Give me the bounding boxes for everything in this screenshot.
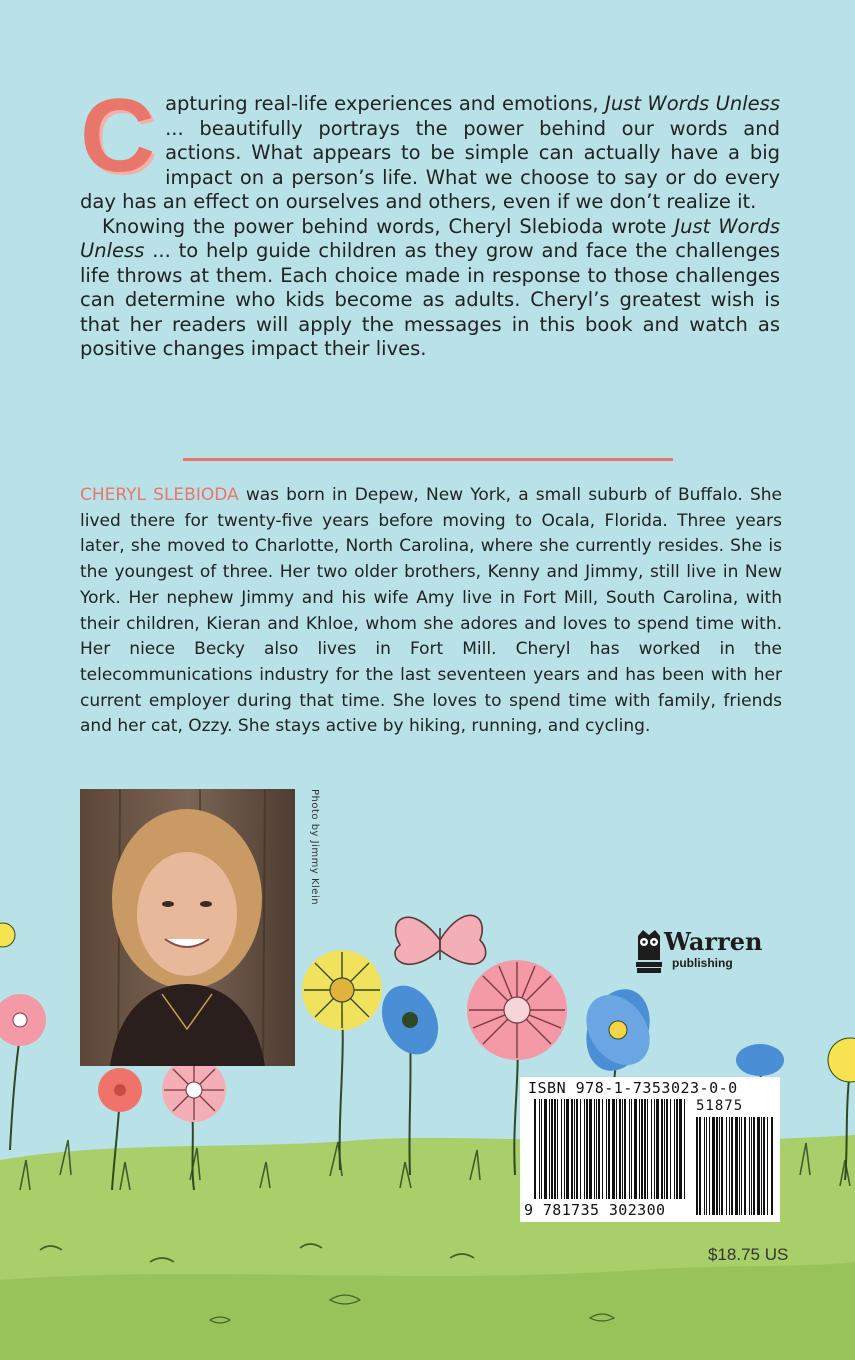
description-text: ... beautifully portrays the power behind our words and actions. What appears to be simple can actually have a big impact on a person’s life. What we choose to say or do every day has an effect on ourselves and others, even if we don’t realize it. xyxy=(80,116,780,213)
author-name: CHERYL SLEBIODA xyxy=(80,485,239,505)
author-photo xyxy=(80,789,295,1066)
book-title: Just Words Unless xyxy=(605,92,780,115)
description-text: ... to help guide children as they grow and face the challenges life throws at them. Each choice made in response to those challenges can determine who kids become as adults. Cheryl’s greatest wish is that her readers will apply the messages in this book and watch as positive changes impact their lives. xyxy=(80,239,780,360)
price-code: 51875 xyxy=(696,1098,744,1114)
description-paragraph-2 xyxy=(80,215,780,362)
publisher-logo xyxy=(634,926,784,976)
book-description xyxy=(80,78,780,362)
photo-credit: Photo by Jimmy Klein xyxy=(309,789,320,906)
author-bio xyxy=(80,483,782,740)
publisher-name: Warren xyxy=(664,927,763,956)
barcode-digits: 9 781735 302300 xyxy=(524,1201,666,1219)
butterfly-drawing xyxy=(395,915,486,964)
book-title: Just Words Unless xyxy=(80,214,780,262)
isbn-number: ISBN 978-1-7353023-0-0 xyxy=(528,1079,738,1097)
drop-cap-letter: C xyxy=(80,78,156,194)
description-text: Knowing the power behind words, Cheryl Slebioda wrote xyxy=(102,214,675,238)
isbn-barcode xyxy=(520,1077,780,1222)
description-text: apturing real-life experiences and emotions, xyxy=(165,92,606,115)
section-divider xyxy=(183,458,673,461)
price-label: $18.75 US xyxy=(708,1245,789,1264)
publisher-subtitle: publishing xyxy=(672,956,733,970)
author-bio-text: was born in Depew, New York, a small suburb of Buffalo. She lived there for twenty-five years before moving to Ocala, Florida. Three years later, she moved to Charlotte, North Carolina, where she currently resides. She is the youngest of three. Her two older brothers, Kenny and Jimmy, still live in New York. Her nephew Jimmy and his wife Amy live in Fort Mill, South Carolina, with their children, Kieran and Khloe, whom she adores and loves to spend time with. Her niece Becky also lives in Fort Mill. Cheryl has worked in the telecommunications industry for the last seventeen years and has been with her current employer during that time. She loves to spend time with family, friends and her cat, Ozzy. She stays active by hiking, running, and cycling. xyxy=(80,485,782,737)
description-paragraph-1 xyxy=(80,78,780,215)
owl-books-icon xyxy=(634,926,664,974)
